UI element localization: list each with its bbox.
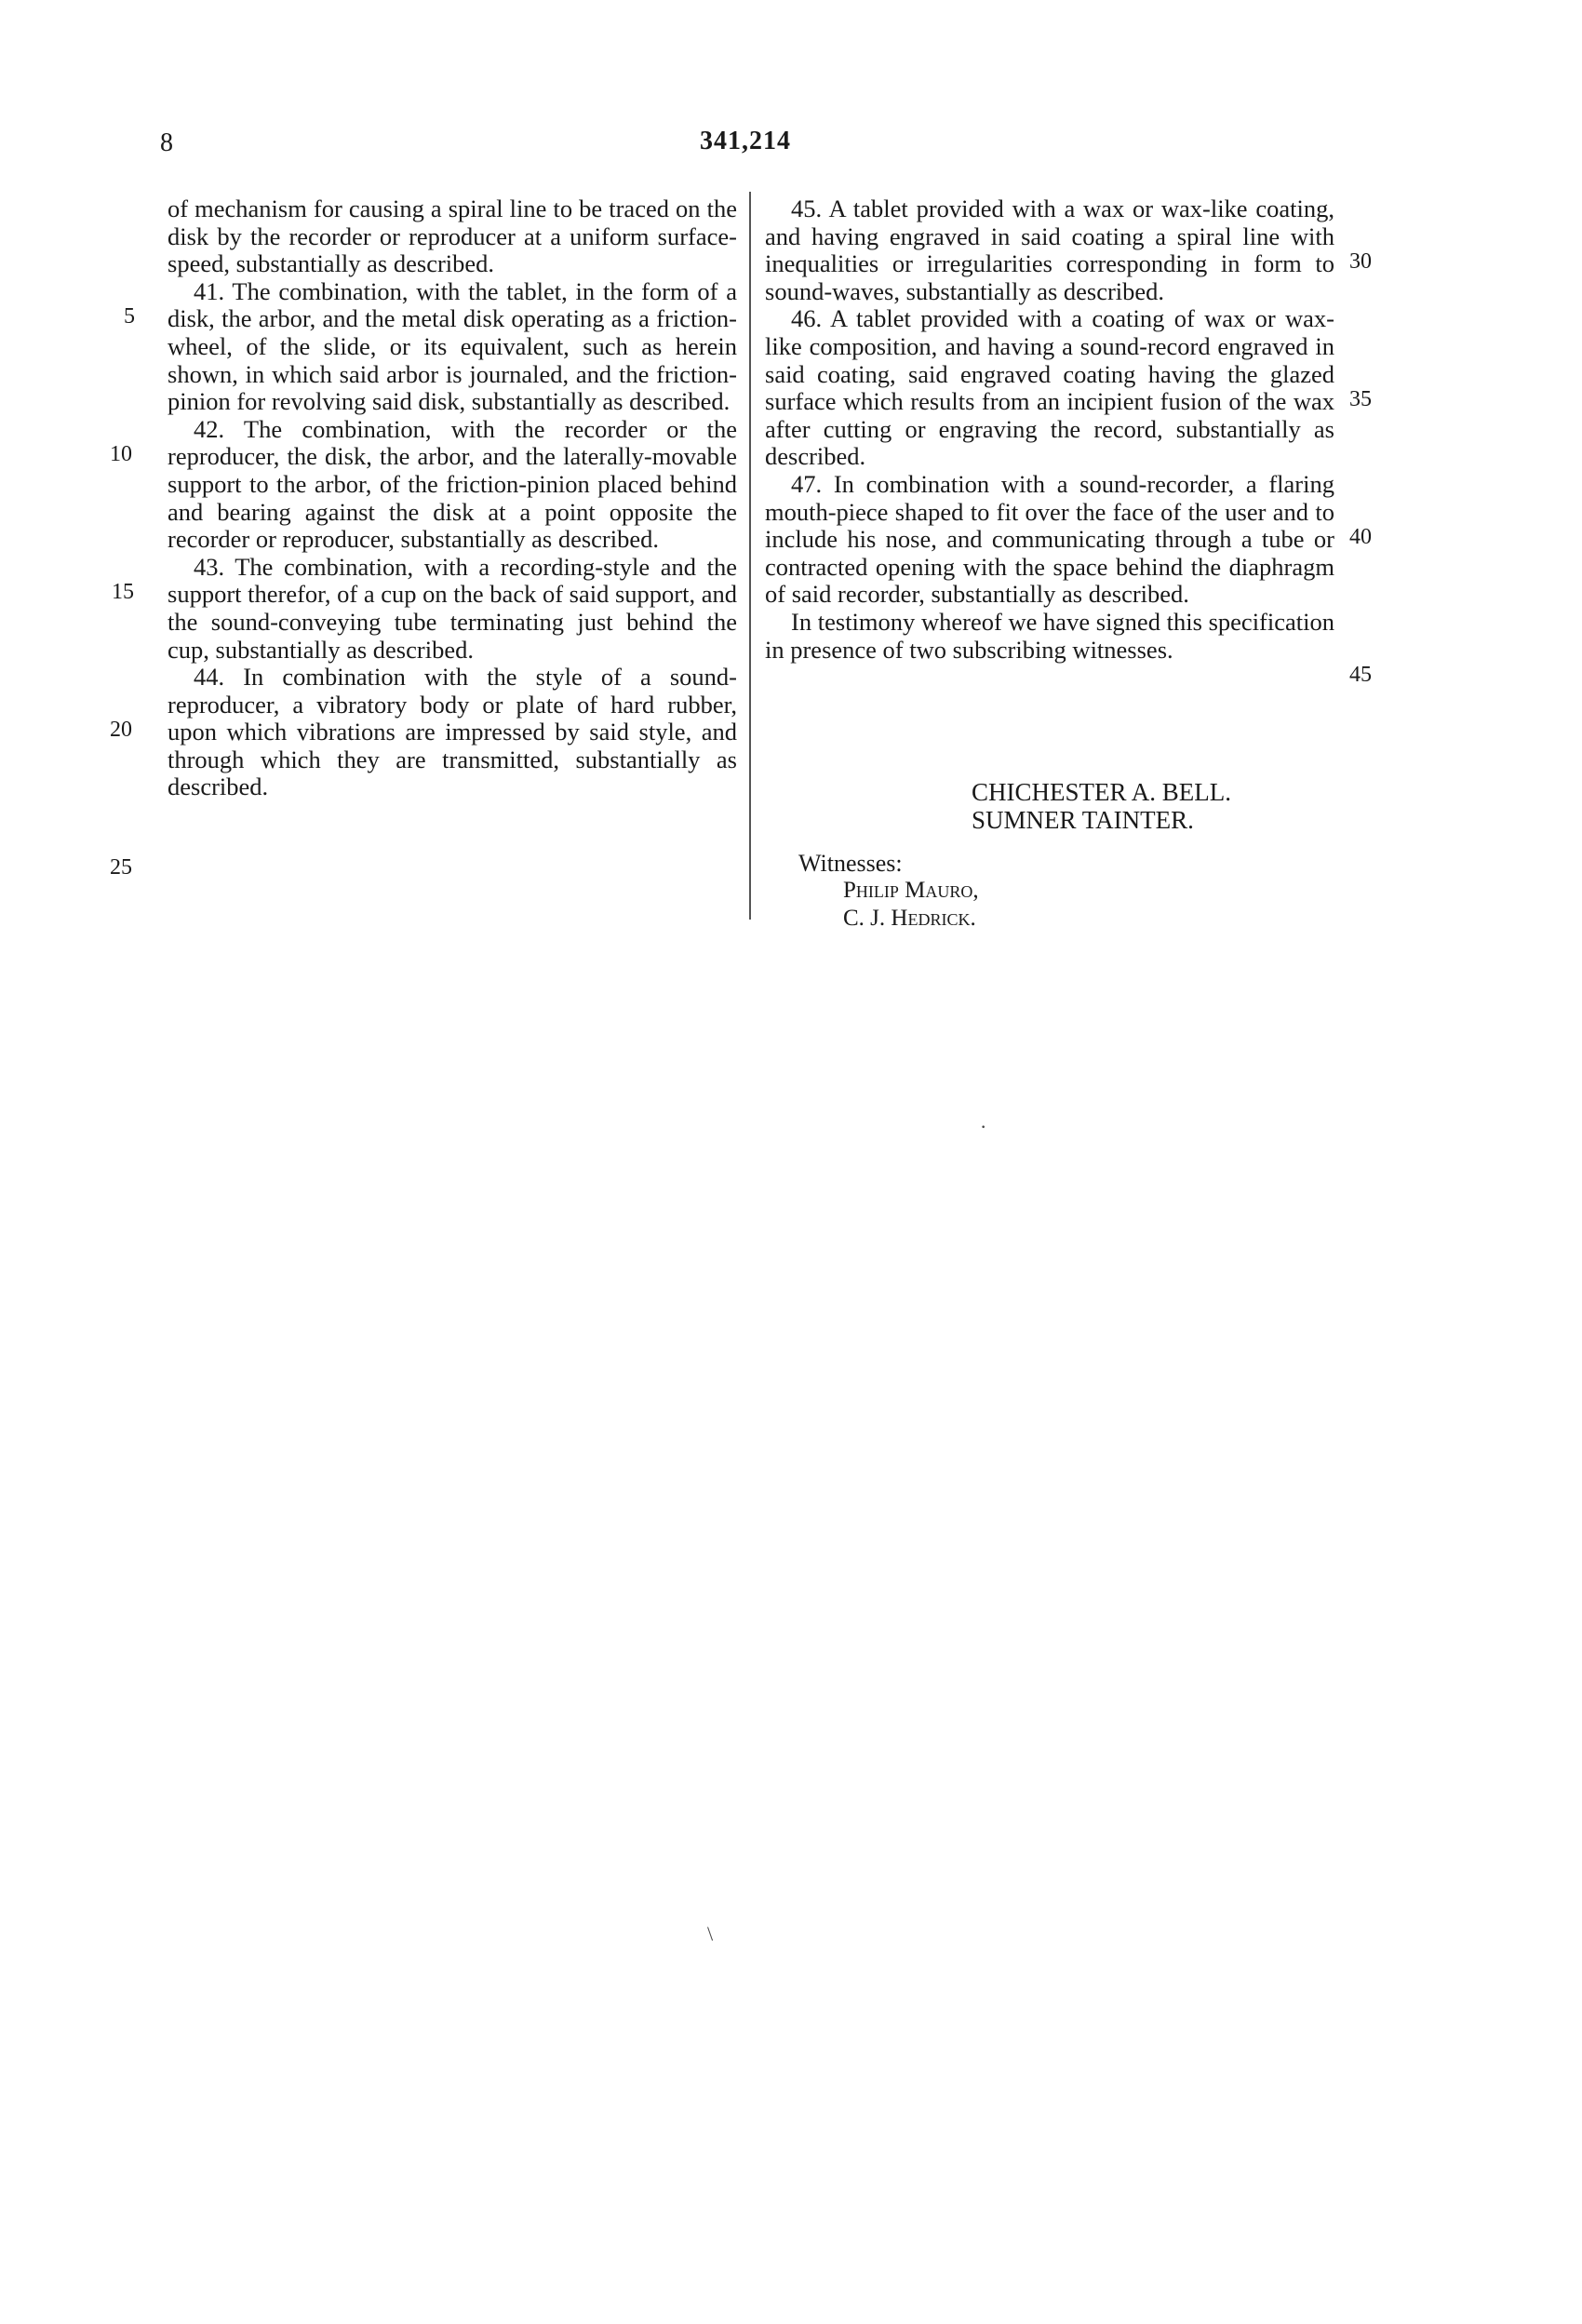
scan-speck: · bbox=[980, 1115, 987, 1138]
witness-name: C. J. Hedrick. bbox=[843, 906, 976, 931]
inventor-signature: SUMNER TAINTER. bbox=[972, 806, 1194, 834]
line-number: 10 bbox=[110, 442, 132, 466]
paragraph-claim-44: 44. In combination with the style of a sound-reproducer, a vibratory body or plate of hard rubber, upon which vibrations are impressed by said style, and through which they are transmitted, substantially as described. bbox=[168, 663, 737, 801]
line-number: 45 bbox=[1349, 663, 1372, 687]
patent-number: 341,214 bbox=[700, 127, 791, 155]
paragraph-claim-41: 41. The combination, with the tablet, in the form of a disk, the arbor, and the metal disk operating as a friction-wheel, of the slide, or its equivalent, such as herein shown, in which said arbor is journaled, and the friction-pinion for revolving said disk, substantially as described. bbox=[168, 276, 737, 416]
page-number: 8 bbox=[160, 128, 173, 157]
inventor-signature: CHICHESTER A. BELL. bbox=[972, 778, 1232, 806]
paragraph: of mechanism for causing a spiral line to be traced on the disk by the recorder or reproducer at a uniform surface-speed, substantially as described. bbox=[168, 195, 737, 278]
line-number: 35 bbox=[1349, 387, 1372, 411]
signature-block bbox=[972, 778, 1231, 834]
line-number: 5 bbox=[124, 304, 135, 329]
paragraph-testimony: In testimony whereof we have signed this specification in presence of two subscribing witnesses. bbox=[765, 607, 1334, 664]
paragraph-claim-43: 43. The combination, with a recording-style and the support therefor, of a cup on the back of said support, and the sound-conveying tube terminating just behind the cup, substantially as described. bbox=[168, 552, 737, 664]
line-number: 15 bbox=[112, 580, 134, 604]
line-number: 25 bbox=[110, 855, 132, 880]
witness-name: Philip Mauro, bbox=[843, 878, 979, 903]
line-number: 30 bbox=[1349, 249, 1372, 274]
scan-speck: \ bbox=[707, 1922, 714, 1945]
left-column bbox=[168, 195, 737, 801]
witnesses-label: Witnesses: bbox=[798, 850, 903, 877]
paragraph-claim-45: 45. A tablet provided with a wax or wax-like coating, and having engraved in said coating a spiral line with inequalities or irregularities corresponding in form to sound-waves, substantially as described. bbox=[765, 195, 1334, 305]
column-divider bbox=[749, 192, 751, 920]
line-number: 40 bbox=[1349, 525, 1372, 549]
paragraph-claim-42: 42. The combination, with the recorder or the reproducer, the disk, the arbor, and the laterally-movable support to the arbor, of the friction-pinion placed behind and bearing against the disk at a point opposite the recorder or reproducer, substantially as described. bbox=[168, 414, 737, 554]
paragraph-claim-47: 47. In combination with a sound-recorder, a flaring mouth-piece shaped to fit over the face of the user and to include his nose, and communicating through a tube or contracted opening with the space behind the diaphragm of said recorder, substantially as described. bbox=[765, 469, 1334, 609]
right-column bbox=[765, 195, 1334, 664]
paragraph-claim-46: 46. A tablet provided with a coating of wax or wax-like composition, and having a sound-record engraved in said coating, said engraved coating having the glazed surface which results from an incipient fusion of the wax after cutting or engraving the record, substantially as described. bbox=[765, 304, 1334, 471]
line-number: 20 bbox=[110, 718, 132, 742]
